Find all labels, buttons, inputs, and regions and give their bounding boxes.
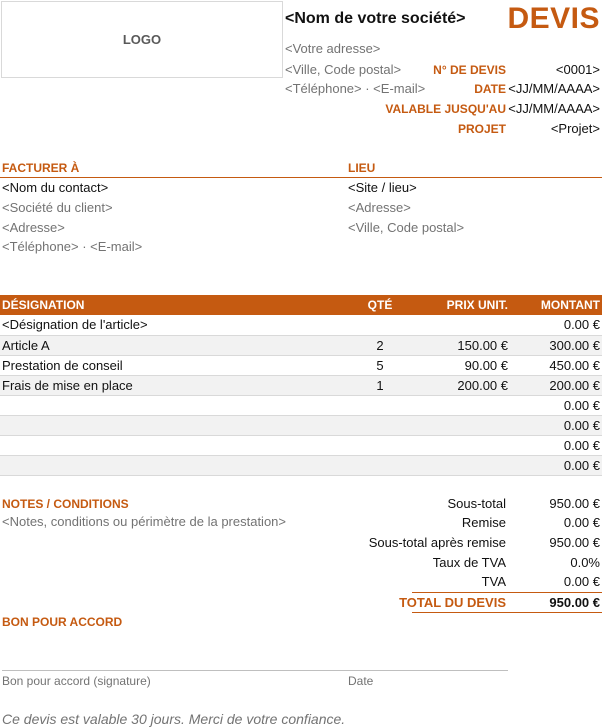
tax-rate-value: 0.0% bbox=[570, 555, 600, 570]
location-site: <Site / lieu> bbox=[348, 180, 417, 195]
date-label: DATE bbox=[474, 82, 506, 96]
approval-heading: BON POUR ACCORD bbox=[2, 615, 123, 629]
after-discount-label: Sous-total après remise bbox=[368, 535, 506, 550]
project-label: PROJET bbox=[457, 122, 506, 136]
item-description: Prestation de conseil bbox=[0, 355, 340, 375]
document-title: DEVIS bbox=[507, 2, 600, 35]
quote-number-label: N° DE DEVIS bbox=[433, 63, 506, 77]
tax-value: 0.00 € bbox=[563, 574, 600, 589]
item-unit-price bbox=[420, 435, 510, 455]
valid-until-label: VALABLE JUSQU'AU bbox=[385, 102, 506, 116]
location-heading: LIEU bbox=[348, 161, 376, 175]
item-qty bbox=[340, 455, 420, 475]
item-unit-price: 90.00 € bbox=[420, 355, 510, 375]
grand-total-label: TOTAL DU DEVIS bbox=[399, 595, 506, 610]
item-description: <Désignation de l'article> bbox=[0, 315, 340, 335]
items-table bbox=[0, 295, 602, 476]
project-value: <Projet> bbox=[550, 121, 600, 136]
item-unit-price: 150.00 € bbox=[420, 335, 510, 355]
item-amount: 0.00 € bbox=[510, 395, 602, 415]
company-contact: <Téléphone> · <E-mail> bbox=[285, 81, 426, 96]
col-description-header: DÉSIGNATION bbox=[0, 295, 340, 315]
table-row bbox=[0, 455, 602, 475]
item-amount: 0.00 € bbox=[510, 435, 602, 455]
item-qty: 5 bbox=[340, 355, 420, 375]
table-row bbox=[0, 395, 602, 415]
location-city: <Ville, Code postal> bbox=[348, 220, 465, 235]
item-description bbox=[0, 455, 340, 475]
total-top-rule bbox=[412, 592, 602, 593]
item-qty: 2 bbox=[340, 335, 420, 355]
item-qty bbox=[340, 435, 420, 455]
company-address: <Votre adresse> bbox=[285, 41, 381, 56]
client-contact-name: <Nom du contact> bbox=[2, 180, 109, 195]
item-qty: 1 bbox=[340, 375, 420, 395]
company-city: <Ville, Code postal> bbox=[285, 62, 402, 77]
table-row bbox=[0, 315, 602, 335]
client-phone-email: <Téléphone> · <E-mail> bbox=[2, 239, 143, 254]
col-qty-header: QTÉ bbox=[340, 295, 420, 315]
table-row bbox=[0, 335, 602, 355]
subtotal-value: 950.00 € bbox=[549, 496, 600, 511]
location-address: <Adresse> bbox=[348, 200, 411, 215]
item-unit-price bbox=[420, 455, 510, 475]
valid-until-value: <JJ/MM/AAAA> bbox=[508, 101, 600, 116]
client-address: <Adresse> bbox=[2, 220, 65, 235]
table-row bbox=[0, 355, 602, 375]
total-bottom-rule bbox=[412, 612, 602, 613]
item-amount: 0.00 € bbox=[510, 315, 602, 335]
item-amount: 0.00 € bbox=[510, 415, 602, 435]
quote-number-value: <0001> bbox=[555, 62, 600, 77]
signature-date-label: Date bbox=[348, 674, 374, 688]
client-company: <Société du client> bbox=[2, 200, 113, 215]
logo-label: LOGO bbox=[122, 32, 162, 47]
item-description bbox=[0, 435, 340, 455]
logo-placeholder bbox=[1, 1, 283, 78]
after-discount-value: 950.00 € bbox=[549, 535, 600, 550]
item-description: Frais de mise en place bbox=[0, 375, 340, 395]
item-description bbox=[0, 395, 340, 415]
table-header-row bbox=[0, 295, 602, 315]
item-unit-price bbox=[420, 315, 510, 335]
signature-label: Bon pour accord (signature) bbox=[2, 674, 151, 688]
tax-label: TVA bbox=[481, 574, 506, 589]
col-unit-price-header: PRIX UNIT. bbox=[420, 295, 510, 315]
signature-line bbox=[2, 670, 508, 671]
item-qty bbox=[340, 415, 420, 435]
item-amount: 200.00 € bbox=[510, 375, 602, 395]
discount-value: 0.00 € bbox=[563, 515, 600, 530]
item-unit-price: 200.00 € bbox=[420, 375, 510, 395]
item-amount: 450.00 € bbox=[510, 355, 602, 375]
table-row bbox=[0, 415, 602, 435]
footer-note: Ce devis est valable 30 jours. Merci de votre confiance. bbox=[2, 711, 346, 727]
discount-label: Remise bbox=[461, 515, 506, 530]
col-amount-header: MONTANT bbox=[510, 295, 602, 315]
grand-total-value: 950.00 € bbox=[549, 595, 600, 610]
item-unit-price bbox=[420, 395, 510, 415]
tax-rate-label: Taux de TVA bbox=[432, 555, 506, 570]
notes-text: <Notes, conditions ou périmètre de la prestation> bbox=[2, 514, 287, 529]
notes-heading: NOTES / CONDITIONS bbox=[2, 497, 129, 511]
item-qty bbox=[340, 395, 420, 415]
section-divider bbox=[0, 177, 602, 178]
item-unit-price bbox=[420, 415, 510, 435]
item-amount: 0.00 € bbox=[510, 455, 602, 475]
item-description: Article A bbox=[0, 335, 340, 355]
item-qty bbox=[340, 315, 420, 335]
bill-to-heading: FACTURER À bbox=[2, 161, 80, 175]
table-row bbox=[0, 435, 602, 455]
item-description bbox=[0, 415, 340, 435]
date-value: <JJ/MM/AAAA> bbox=[508, 81, 600, 96]
table-row bbox=[0, 375, 602, 395]
item-amount: 300.00 € bbox=[510, 335, 602, 355]
company-name: <Nom de votre société> bbox=[285, 10, 466, 27]
subtotal-label: Sous-total bbox=[447, 496, 506, 511]
